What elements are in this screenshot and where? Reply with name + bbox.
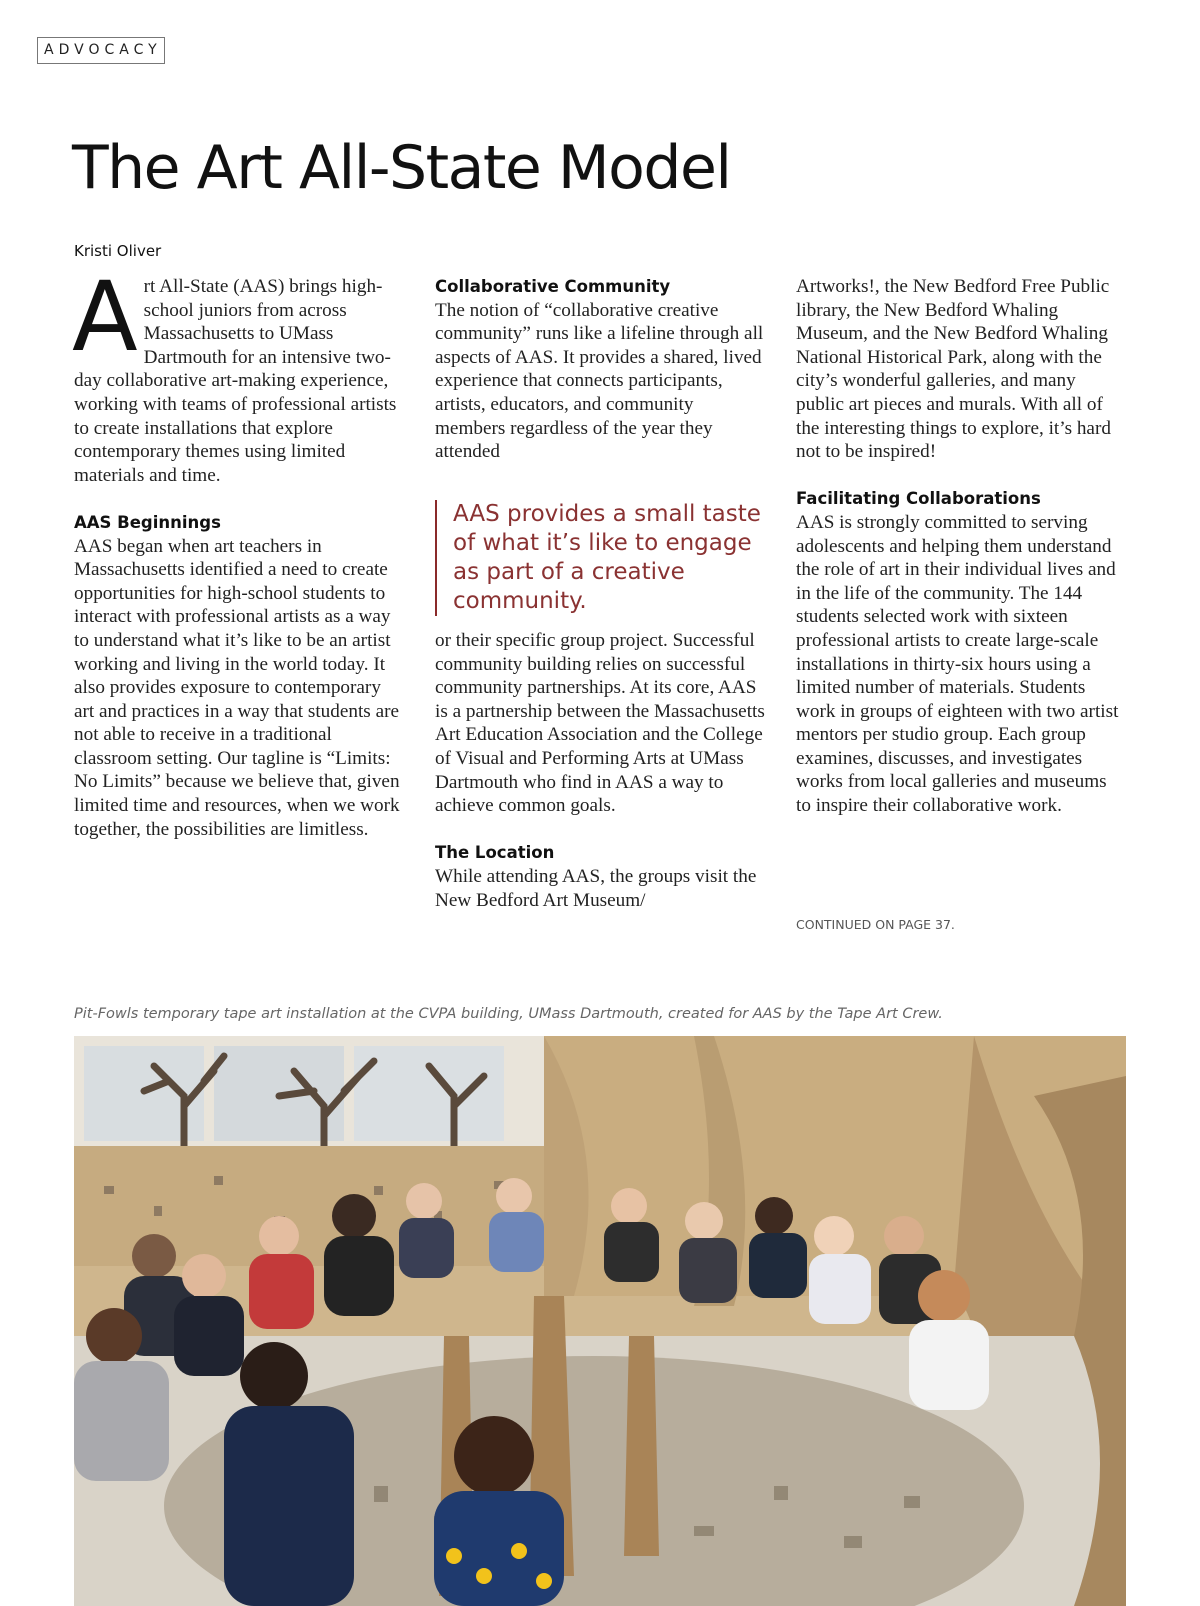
location-text-part1: While attending AAS, the groups visit the New Bedford Art Museum/ — [435, 865, 757, 911]
intro-text: rt All-State (AAS) brings high-school juniors from across Massachusetts to UMass Dartmouth for an intensive two-day collaborative art-making experience, working with teams of professional artists to create installations that explore contemporary themes using limited materials and time. — [74, 276, 397, 486]
heading-community: Collaborative Community — [435, 277, 671, 296]
photo-illustration — [74, 1036, 1126, 1606]
beginnings-text: AAS began when art teachers in Massachusetts identified a need to create opportunities for high-school students to interact with professional artists as a way to understand what it’s like to be an artist working and living in the world today. It also provides exposure to contemporary art and practices in a way that students are not able to receive in a traditional classroom setting. Our tagline is “Limits: No Limits” because we believe that, given limited time and resources, when we work together, the possibilities are limitless. — [74, 535, 400, 840]
pull-quote: AAS provides a small taste of what it’s like to engage as part of a creative community. — [435, 500, 783, 616]
photo-caption: Pit-Fowls temporary tape art installation at the CVPA building, UMass Dartmouth, created for AAS by the Tape Art Crew. — [74, 1006, 943, 1022]
author-byline: Kristi Oliver — [74, 242, 162, 260]
column-1 — [72, 261, 404, 841]
installation-photo — [74, 1036, 1126, 1606]
column-3 — [796, 275, 1126, 818]
drop-cap: A — [72, 261, 138, 373]
article-title: The Art All-State Model — [72, 133, 731, 203]
section-tag: ADVOCACY — [37, 37, 165, 64]
community-text-part1: The notion of “collaborative creative community” runs like a lifeline through all aspects of AAS. It provides a shared, lived experience that connects participants, artists, educators, and community members regardless of the year they attended — [435, 299, 764, 463]
column-2-bottom — [435, 629, 765, 912]
intro-paragraph — [72, 261, 404, 487]
heading-facilitating: Facilitating Collaborations — [796, 489, 1041, 509]
column-2-top — [435, 275, 765, 464]
community-text-part2: or their specific group project. Successful community building relies on successful community partnerships. At its core, AAS is a partnership between the Massachusetts Art Education Association and the College of Visual and Performing Arts at UMass Dartmouth who find in AAS a way to achieve common goals. — [435, 630, 765, 817]
heading-beginnings: AAS Beginnings — [74, 512, 221, 532]
continued-note: CONTINUED ON PAGE 37. — [796, 917, 955, 932]
facilitating-text: AAS is strongly committed to serving adolescents and helping them understand the role of art in their individual lives and in the life of the community. The 144 students selected work with sixteen professional artists to create large-scale installations in thirty-six hours using a limited number of materials. Students work in groups of eighteen with two artist mentors per studio group. Each group examines, discusses, and investigates works from local galleries and museums to inspire their collaborative work. — [796, 511, 1119, 817]
location-text-part2: Artworks!, the New Bedford Free Public library, the New Bedford Whaling Museum, and the New Bedford Whaling National Historical Park, along with the city’s wonderful galleries, and many public art pieces and murals. With all of the interesting things to explore, it’s hard not to be inspired! — [796, 276, 1111, 463]
heading-location: The Location — [435, 843, 555, 863]
